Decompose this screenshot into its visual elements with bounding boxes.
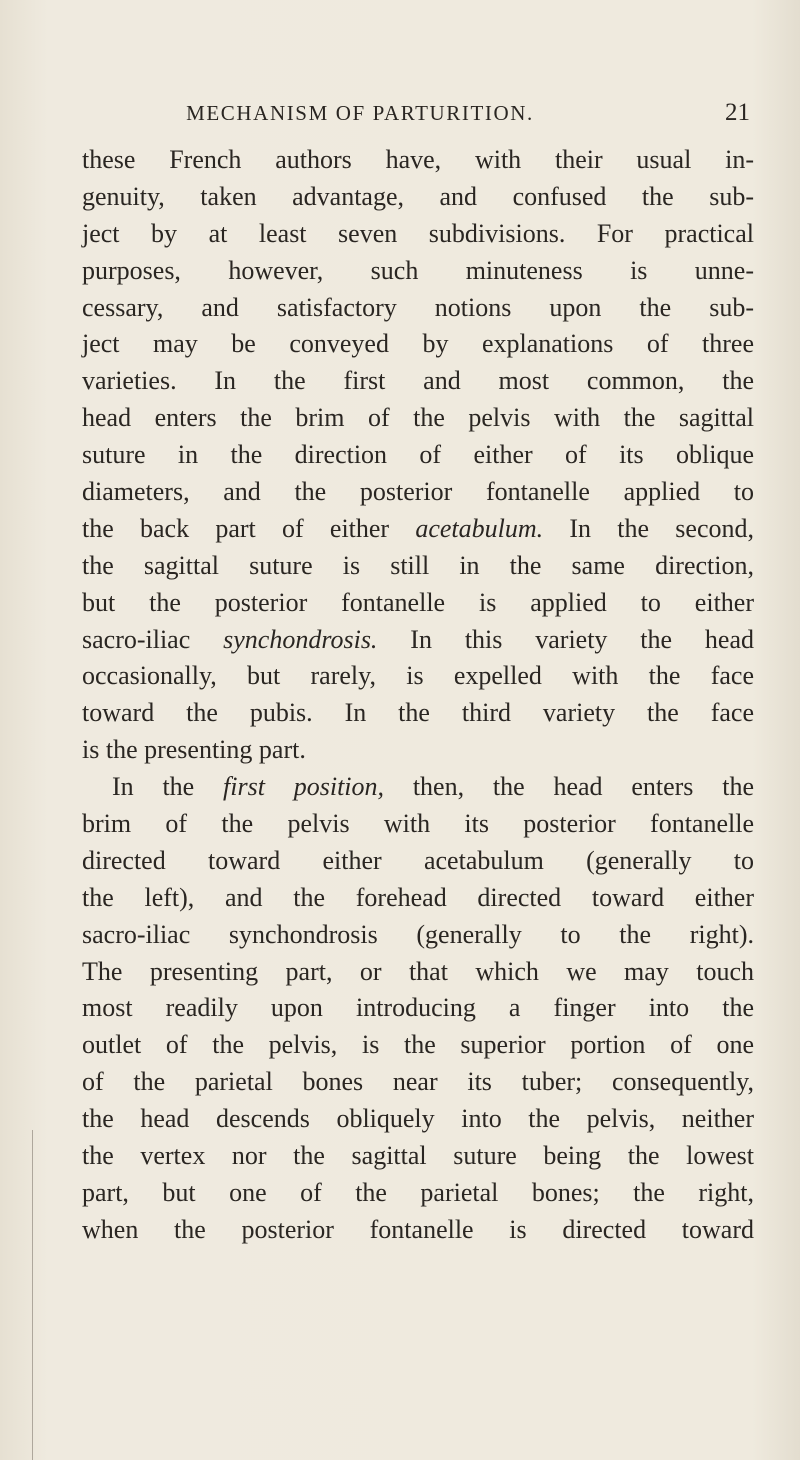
text-line: of the parietal bones near its tuber; consequently, xyxy=(82,1067,754,1097)
text-line: purposes, however, such minuteness is unne- xyxy=(82,255,754,285)
text-line: brim of the pelvis with its posterior fontanelle xyxy=(82,809,754,839)
text-line: these French authors have, with their usual in- xyxy=(82,145,754,174)
running-head xyxy=(140,96,750,130)
text-line: diameters, and the posterior fontanelle applied to xyxy=(82,477,754,507)
text-line: when the posterior fontanelle is directed toward xyxy=(82,1214,754,1244)
text-line: toward the pubis. In the third variety the face xyxy=(82,698,754,728)
page-number: 21 xyxy=(725,99,750,126)
line-text: the back part of either xyxy=(82,513,416,543)
text-line: head enters the brim of the pelvis with the sagittal xyxy=(82,403,754,433)
text-line: ject may be conveyed by explanations of three xyxy=(82,329,754,359)
text-line: is the presenting part. xyxy=(82,735,306,765)
text-line xyxy=(82,622,754,659)
italic-term: synchondrosis. xyxy=(223,624,378,654)
text-line: part, but one of the parietal bones; the right, xyxy=(82,1177,754,1207)
line-text: In this variety the head xyxy=(377,624,754,654)
text-line: The presenting part, or that which we may touch xyxy=(82,956,754,986)
text-line: varieties. In the first and most common, the xyxy=(82,366,754,396)
text-line: cessary, and satisfactory notions upon the sub- xyxy=(82,292,754,322)
text-line: ject by at least seven subdivisions. For practical xyxy=(82,218,754,248)
text-line: outlet of the pelvis, is the superior portion of one xyxy=(82,1030,754,1060)
text-line: genuity, taken advantage, and confused the sub- xyxy=(82,181,754,211)
text-line: but the posterior fontanelle is applied to either xyxy=(82,587,754,617)
text-line: the sagittal suture is still in the same direction, xyxy=(82,550,754,580)
text-line: most readily upon introducing a finger into the xyxy=(82,993,754,1023)
text-line xyxy=(82,769,754,806)
text-line xyxy=(82,511,754,548)
line-text: In the xyxy=(112,772,224,802)
line-text: sacro-iliac xyxy=(82,624,224,654)
italic-term: acetabulum. xyxy=(415,513,544,543)
text-line: sacro-iliac synchondrosis (generally to the right). xyxy=(82,919,754,949)
text-line: directed toward either acetabulum (generally to xyxy=(82,845,754,875)
text-line: occasionally, but rarely, is expelled with the face xyxy=(82,661,754,691)
italic-term: first position, xyxy=(223,772,385,802)
line-text: then, the head enters the xyxy=(384,772,754,802)
text-line: the vertex nor the sagittal suture being the lowest xyxy=(82,1141,754,1171)
margin-rule xyxy=(32,1130,33,1460)
text-line: suture in the direction of either of its oblique xyxy=(82,440,754,470)
text-line: the head descends obliquely into the pelvis, neither xyxy=(82,1104,754,1134)
line-text: In the second, xyxy=(543,513,755,543)
body-text xyxy=(82,142,754,1249)
text-line: the left), and the forehead directed toward either xyxy=(82,882,754,912)
running-title: MECHANISM OF PARTURITION. xyxy=(186,101,534,125)
